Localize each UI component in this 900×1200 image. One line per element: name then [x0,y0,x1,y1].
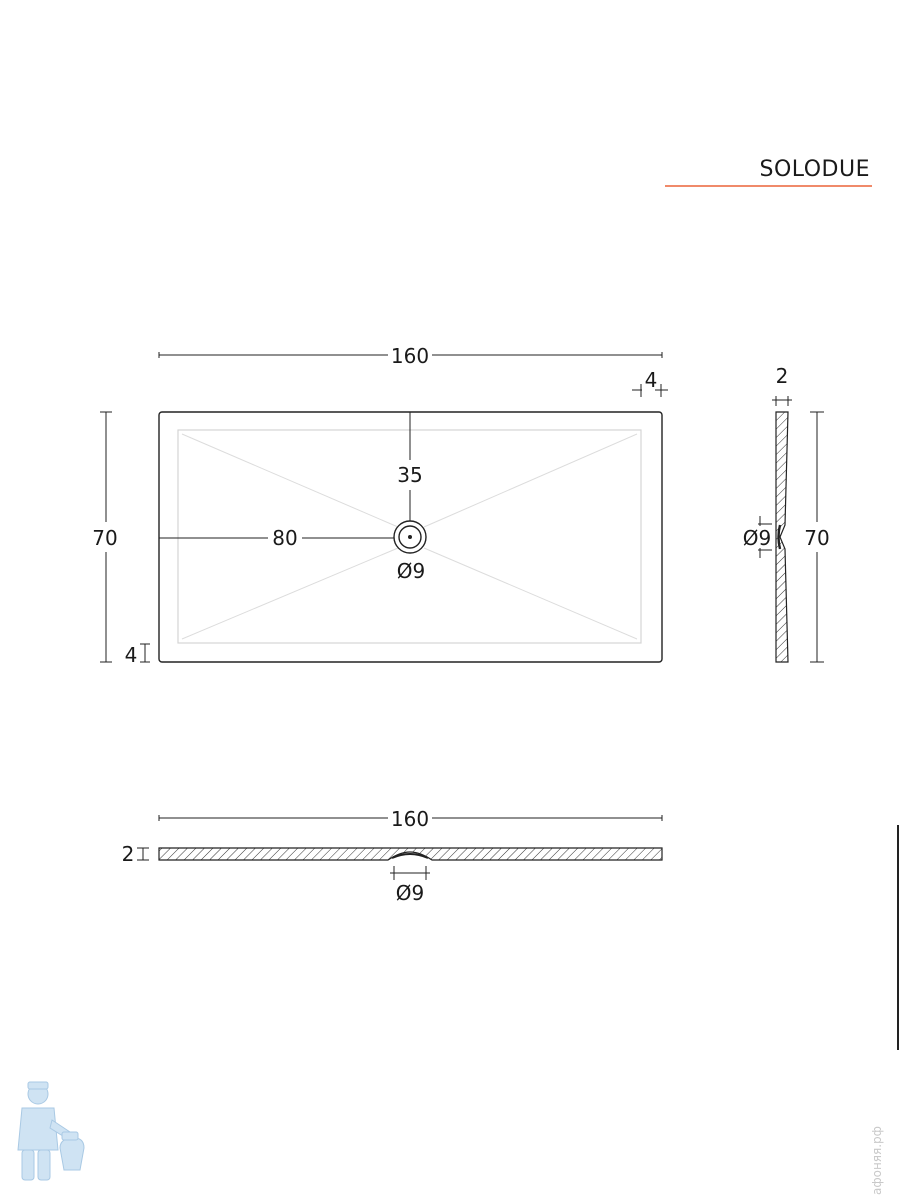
side-height-label: 70 [804,526,830,550]
drain-center [408,535,412,539]
side-thickness-label: 2 [775,364,789,388]
front-drain-diameter-label: Ø9 [395,881,425,905]
plumber-mascot-icon [8,1080,88,1190]
front-view [122,807,662,905]
side-view [743,364,830,662]
front-thickness-label: 2 [121,842,135,866]
drain-from-top-label: 35 [397,463,423,487]
drain-from-left-label: 80 [272,526,298,550]
top-height-label: 70 [92,526,118,550]
top-rim-label: 4 [644,368,658,392]
bottom-rim-label: 4 [124,643,138,667]
top-view [88,344,668,667]
page-edge-line [897,825,899,1050]
watermark-text: афоняя.рф [870,1126,884,1195]
side-drain-diameter-label: Ø9 [742,526,772,550]
top-drain-diameter-label: Ø9 [396,559,426,583]
brand-title: SOLODUE [759,157,870,182]
front-width-label: 160 [390,807,430,831]
top-width-label: 160 [390,344,430,368]
